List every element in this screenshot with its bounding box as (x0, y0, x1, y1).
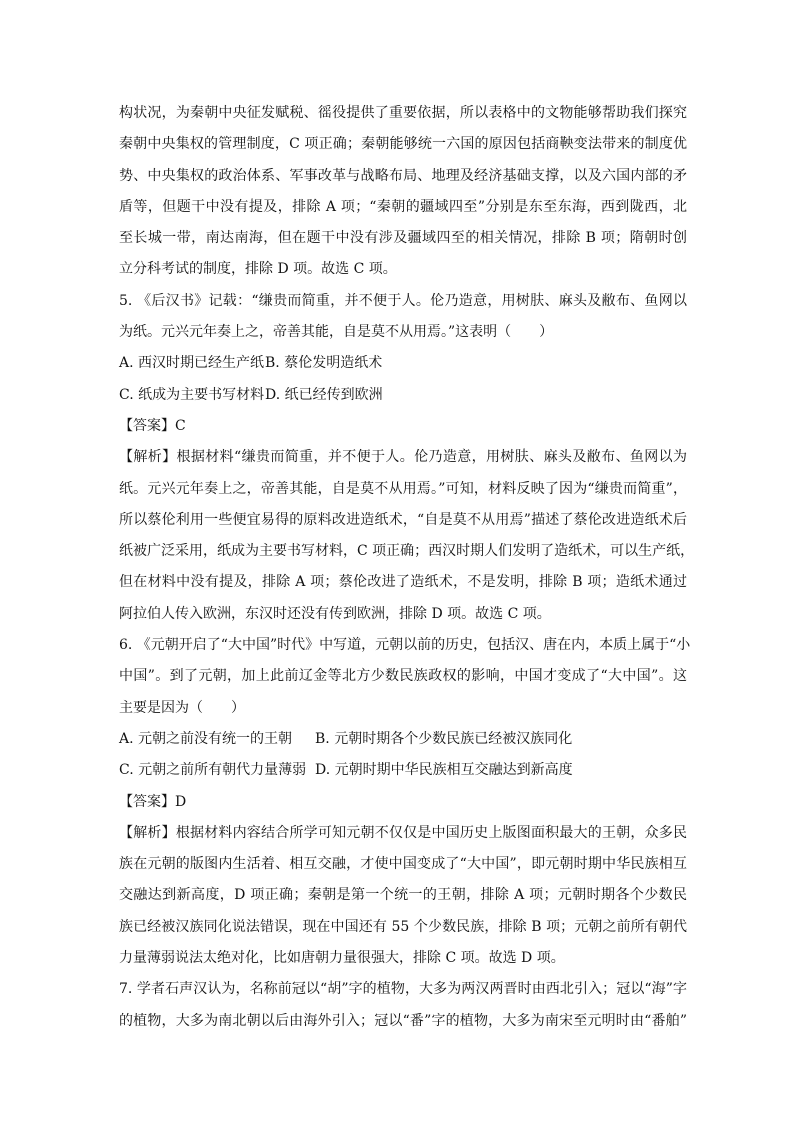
option-b: B. 蔡伦发明造纸术 (265, 355, 383, 372)
options-row (119, 348, 687, 379)
analysis-line: 力量薄弱说法太绝对化，比如唐朝力量很强大，排除 C 项。故选 D 项。 (119, 950, 565, 967)
option-d: D. 元朝时期中华民族相互交融达到新高度 (315, 762, 573, 779)
analysis-line: 族在元朝的版图内生活着、相互交融，才使中国变成了“大中国”，即元朝时期中华民族相互 (119, 856, 687, 873)
analysis-line: 但在材料中没有提及，排除 A 项；蔡伦改进了造纸术，不是发明，排除 B 项；造纸术通过 (119, 574, 687, 591)
question-7 (119, 974, 687, 1037)
q4-analysis-continuation (119, 98, 687, 286)
text-line: 盾等，但题干中没有提及，排除 A 项；“秦朝的疆域四至”分别是东至东海，西到陇西，北 (119, 198, 687, 215)
document-body (119, 98, 695, 1037)
option-c: C. 元朝之前所有朝代力量薄弱 (119, 762, 307, 779)
analysis-line: 【解析】根据材料“缣贵而简重，并不便于人。伦乃造意，用树肤、麻头及敝布、鱼网以为 (119, 449, 687, 466)
options-row (119, 755, 687, 786)
analysis-line: 纸被广泛采用，纸成为主要书写材料，C 项正确；西汉时期人们发明了造纸术，可以生产纸， (119, 543, 695, 560)
option-a: A. 元朝之前没有统一的王朝 (119, 730, 293, 747)
analysis-line: 所以蔡伦利用一些便宜易得的原料改进造纸术，“自是莫不从用焉”描述了蔡伦改进造纸术后 (119, 511, 687, 528)
option-c: C. 纸成为主要书写材料 (119, 386, 265, 403)
option-d: D. 纸已经传到欧洲 (265, 386, 383, 403)
text-line: 秦朝中央集权的管理制度，C 项正确；秦朝能够统一六国的原因包括商鞅变法带来的制度优 (119, 136, 687, 153)
answer: 【答案】C (119, 417, 186, 434)
text-line: 构状况，为秦朝中央征发赋税、徭役提供了重要依据，所以表格中的文物能够帮助我们探究 (119, 105, 687, 121)
question-stem: 7. 学者石声汉认为，名称前冠以“胡”字的植物，大多为两汉两晋时由西北引入；冠以“海”字 (119, 981, 687, 998)
options-row (119, 380, 687, 411)
analysis-line: 族已经被汉族同化说法错误，现在中国还有 55 个少数民族，排除 B 项；元朝之前所有朝代 (119, 918, 687, 935)
text-line: 势、中央集权的政治体系、军事改革与战略布局、地理及经济基础支撑，以及六国内部的矛 (119, 167, 687, 184)
question-6 (119, 630, 691, 974)
option-a: A. 西汉时期已经生产纸 (119, 355, 265, 372)
question-5 (119, 286, 695, 630)
text-line: 至长城一带，南达南海，但在题干中没有涉及疆域四至的相关情况，排除 B 项；隋朝时创 (119, 230, 687, 247)
question-stem: 中国”。到了元朝，加上此前辽金等北方少数民族政权的影响，中国才变成了“大中国”。这 (119, 668, 687, 685)
question-stem: 主要是因为（ ） (119, 699, 245, 716)
analysis-line: 阿拉伯人传入欧洲，东汉时还没有传到欧洲，排除 D 项。故选 C 项。 (119, 605, 551, 622)
analysis-line: 【解析】根据材料内容结合所学可知元朝不仅仅是中国历史上版图面积最大的王朝，众多民 (119, 824, 687, 841)
question-stem: 6. 《元朝开启了“大中国”时代》中写道，元朝以前的历史，包括汉、唐在内，本质上属于“小 (119, 637, 691, 654)
question-stem: 的植物，大多为南北朝以后由海外引入；冠以“番”字的植物，大多为南宋至元明时由“番舶” (119, 1012, 687, 1029)
question-stem: 5. 《后汉书》记载：“缣贵而简重，并不便于人。伦乃造意，用树肤、麻头及敝布、鱼网以 (119, 292, 687, 309)
option-b: B. 元朝时期各个少数民族已经被汉族同化 (315, 730, 573, 747)
question-stem: 为纸。元兴元年奏上之，帝善其能，自是莫不从用焉。”这表明（ ） (119, 324, 554, 341)
text-line: 立分科考试的制度，排除 D 项。故选 C 项。 (119, 261, 397, 278)
analysis-line: 交融达到新高度，D 项正确；秦朝是第一个统一的王朝，排除 A 项；元朝时期各个少数民 (119, 887, 687, 904)
answer: 【答案】D (119, 793, 187, 810)
analysis-line: 纸。元兴元年奏上之，帝善其能，自是莫不从用焉。”可知，材料反映了因为“缣贵而简重”， (119, 480, 687, 497)
options-row (119, 724, 687, 755)
